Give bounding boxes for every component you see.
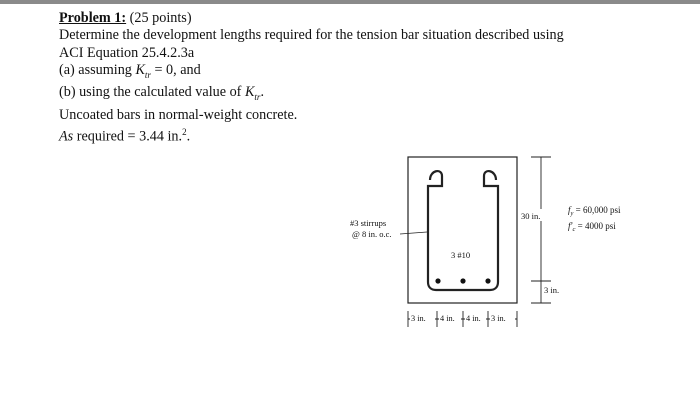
- part-b-var: K: [244, 84, 255, 101]
- height-label: 30 in.: [521, 211, 541, 221]
- part-b-sub: tr: [254, 92, 261, 103]
- rebar-2: [460, 278, 465, 283]
- problem-title: Problem 1:: [59, 10, 127, 26]
- part-a-suffix: = 0, and: [150, 62, 201, 79]
- part-b-prefix: (b) using the calculated value of: [59, 84, 245, 101]
- width-dim-label-3: 4 in.: [466, 314, 481, 323]
- width-dim-label-1: 3 in.: [411, 314, 426, 323]
- problem-points: (25 points): [129, 10, 192, 26]
- as-text: required = 3.44 in.: [73, 128, 183, 145]
- part-a-var: K: [135, 62, 145, 79]
- fy-value: = 60,000 psi: [573, 205, 621, 215]
- part-a-prefix: (a) assuming: [59, 62, 136, 79]
- rebar-3: [485, 278, 490, 283]
- stirrup-label-2: @ 8 in. o.c.: [352, 229, 392, 239]
- fc-symbol: f′: [568, 221, 573, 231]
- problem-line-5: Uncoated bars in normal-weight concrete.: [59, 106, 298, 123]
- problem-line-2: ACI Equation 25.4.2.3a: [59, 44, 195, 61]
- fy-symbol: f: [568, 205, 571, 215]
- fy-property: [568, 205, 621, 217]
- fc-subscript: c: [572, 226, 576, 233]
- cover-label: 3 in.: [544, 285, 560, 295]
- part-a-sub: tr: [144, 70, 151, 81]
- as-end: .: [186, 128, 191, 145]
- problem-line-1: Determine the development lengths required for the tension bar situation described using: [59, 27, 564, 44]
- stirrup: [428, 171, 498, 290]
- width-dim-label-4: 3 in.: [491, 314, 506, 323]
- fy-subscript: y: [570, 210, 574, 217]
- as-sup: 2: [182, 127, 187, 138]
- fc-property: [568, 221, 616, 233]
- bar-label: 3 #10: [451, 250, 471, 260]
- rebar-1: [435, 278, 440, 283]
- fc-value: = 4000 psi: [575, 221, 616, 231]
- width-dim-label-2: 4 in.: [440, 314, 455, 323]
- part-b-suffix: .: [260, 84, 264, 101]
- stirrup-label-1: #3 stirrups: [350, 218, 387, 228]
- as-var: As: [59, 128, 74, 145]
- stirrup-leader: [400, 232, 427, 234]
